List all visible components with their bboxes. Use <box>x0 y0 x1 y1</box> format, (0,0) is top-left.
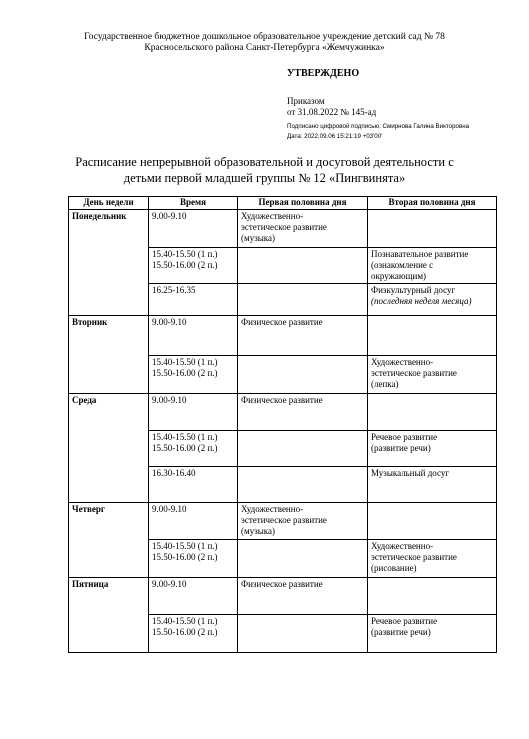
cell-line: 9.00-9.10 <box>152 504 187 514</box>
cell-line: Физкультурный досуг <box>371 285 456 295</box>
time-cell <box>149 284 238 316</box>
first-half-cell <box>238 540 368 578</box>
approved-label: УТВЕРЖДЕНО <box>287 68 360 79</box>
signature-line-1: Подписано цифровой подписью: Смирнова Галина Викторовна <box>287 123 470 130</box>
cell-line: Речевое развитие <box>371 616 438 626</box>
time-cell <box>149 316 238 356</box>
title-line-1: Расписание непрерывной образовательной и досуговой деятельности с <box>75 155 454 169</box>
first-half-cell <box>238 248 368 284</box>
day-cell: Среда <box>69 394 149 503</box>
cell-line: эстетическое развитие <box>241 515 327 525</box>
time-cell <box>149 467 238 503</box>
cell-line: 15.40-15.50 (1 п.) <box>152 249 218 259</box>
second-half-cell <box>368 503 497 540</box>
organization-header <box>0 32 529 54</box>
table-row <box>69 578 497 615</box>
cell-line: Речевое развитие <box>371 432 438 442</box>
cell-line: 15.50-16.00 (2 п.) <box>152 552 218 562</box>
cell-line: Художественно- <box>371 541 434 551</box>
cell-line: (ознакомление с <box>371 260 434 270</box>
cell-line: 9.00-9.10 <box>152 579 187 589</box>
day-cell: Пятница <box>69 578 149 653</box>
time-cell <box>149 431 238 467</box>
cell-line: Художественно- <box>241 504 304 514</box>
second-half-cell <box>368 316 497 356</box>
cell-line: 9.00-9.10 <box>152 211 187 221</box>
second-half-cell <box>368 210 497 248</box>
first-half-cell <box>238 503 368 540</box>
first-half-cell <box>238 210 368 248</box>
cell-line: окружающим) <box>371 271 427 281</box>
second-half-cell <box>368 431 497 467</box>
cell-line: Художественно- <box>371 357 434 367</box>
second-half-cell <box>368 540 497 578</box>
digital-signature <box>287 122 469 141</box>
time-cell <box>149 540 238 578</box>
first-half-cell <box>238 284 368 316</box>
cell-line: 15.40-15.50 (1 п.) <box>152 616 218 626</box>
cell-line: эстетическое развитие <box>371 368 457 378</box>
second-half-cell <box>368 467 497 503</box>
first-half-cell <box>238 394 368 431</box>
cell-line: 15.50-16.00 (2 п.) <box>152 260 218 270</box>
cell-line: 16.30-16.40 <box>152 468 196 478</box>
table-row <box>69 503 497 540</box>
table-row <box>69 394 497 431</box>
cell-line: 15.50-16.00 (2 п.) <box>152 443 218 453</box>
cell-line: Художественно- <box>241 211 304 221</box>
second-half-cell <box>368 615 497 653</box>
signature-line-2: Дата: 2022.09.06 15:21:19 +03'00' <box>287 132 383 140</box>
schedule-table <box>68 196 497 653</box>
second-half-cell <box>368 356 497 394</box>
header-time: Время <box>149 197 238 210</box>
time-cell <box>149 394 238 431</box>
cell-line: (музыка) <box>241 526 276 536</box>
first-half-cell <box>238 316 368 356</box>
first-half-cell <box>238 615 368 653</box>
table-row <box>69 210 497 248</box>
document-title <box>0 154 529 186</box>
cell-line: эстетическое развитие <box>371 552 457 562</box>
header-day: День недели <box>69 197 149 210</box>
time-cell <box>149 356 238 394</box>
time-cell <box>149 503 238 540</box>
second-half-cell <box>368 394 497 431</box>
cell-line: 15.50-16.00 (2 п.) <box>152 368 218 378</box>
cell-line: Физическое развитие <box>241 395 323 405</box>
cell-line: 15.40-15.50 (1 п.) <box>152 432 218 442</box>
second-half-cell <box>368 578 497 615</box>
title-line-2: детьми первой младшей группы № 12 «Пингвинята» <box>123 171 406 185</box>
cell-line: 9.00-9.10 <box>152 317 187 327</box>
day-cell: Вторник <box>69 316 149 394</box>
day-cell: Четверг <box>69 503 149 578</box>
second-half-cell <box>368 284 497 316</box>
second-half-cell <box>368 248 497 284</box>
time-cell <box>149 578 238 615</box>
cell-line: 15.50-16.00 (2 п.) <box>152 627 218 637</box>
cell-line: 15.40-15.50 (1 п.) <box>152 541 218 551</box>
cell-line: Физическое развитие <box>241 579 323 589</box>
cell-line: 9.00-9.10 <box>152 395 187 405</box>
cell-line: Музыкальный досуг <box>371 468 450 478</box>
order-line-2: от 31.08.2022 № 145-ад <box>287 107 377 117</box>
first-half-cell <box>238 431 368 467</box>
cell-line: 15.40-15.50 (1 п.) <box>152 357 218 367</box>
cell-line: Физическое развитие <box>241 317 323 327</box>
cell-line: (лепка) <box>371 379 399 389</box>
time-cell <box>149 248 238 284</box>
time-cell <box>149 210 238 248</box>
order-block <box>287 96 376 118</box>
table-row <box>69 316 497 356</box>
time-cell <box>149 615 238 653</box>
header-second-half: Вторая половина дня <box>368 197 497 210</box>
org-line-1: Государственное бюджетное дошкольное образовательное учреждение детский сад № 78 <box>84 32 445 42</box>
day-cell: Понедельник <box>69 210 149 316</box>
order-line-1: Приказом <box>287 96 325 106</box>
table-header-row <box>69 197 497 210</box>
header-first-half: Первая половина дня <box>238 197 368 210</box>
cell-line: (развитие речи) <box>371 443 431 453</box>
org-line-2: Красносельского района Санкт-Петербурга «Жемчужинка» <box>144 43 385 53</box>
first-half-cell <box>238 578 368 615</box>
first-half-cell <box>238 467 368 503</box>
cell-note: (последняя неделя месяца) <box>371 296 472 306</box>
cell-line: (развитие речи) <box>371 627 431 637</box>
cell-line: эстетическое развитие <box>241 222 327 232</box>
cell-line: 16.25-16.35 <box>152 285 196 295</box>
first-half-cell <box>238 356 368 394</box>
cell-line: (музыка) <box>241 233 276 243</box>
cell-line: Познавательное развитие <box>371 249 469 259</box>
cell-line: (рисование) <box>371 563 417 573</box>
